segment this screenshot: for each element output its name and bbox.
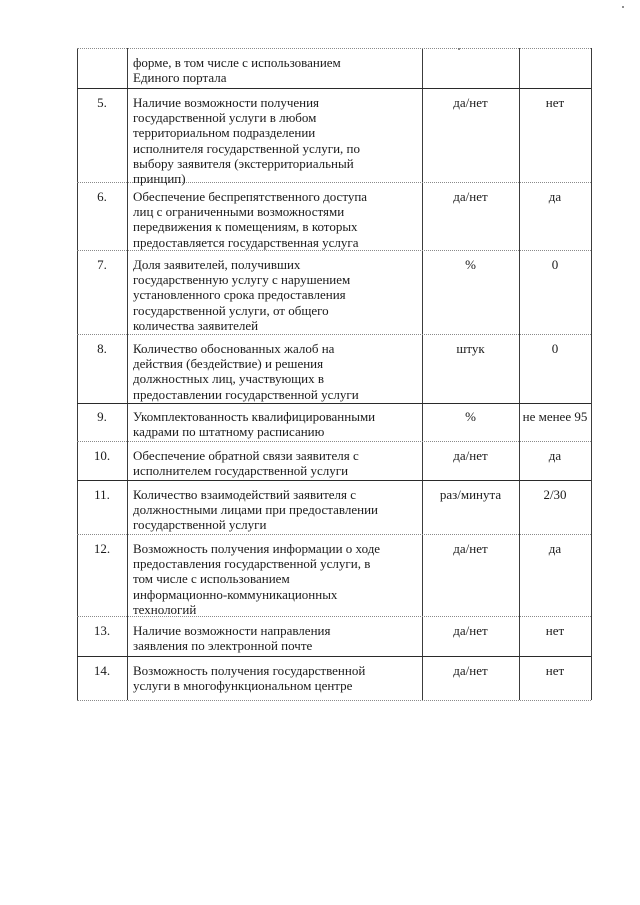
table-cell-description: форме, в том числе с использованием Единого портала	[133, 55, 341, 86]
table-cell-description: Обеспечение обратной связи заявителя с исполнителем государственной услуги	[133, 448, 359, 479]
row-separator	[77, 480, 591, 481]
table-cell-value: 0	[551, 341, 559, 356]
table-cell-description: Укомплектованность квалифицированными кадрами по штатному расписанию	[133, 409, 376, 440]
table-cell-number: 9.	[97, 409, 107, 424]
table-cell-unit: %	[465, 409, 476, 424]
table-cell-number: 8.	[97, 341, 107, 356]
row-separator	[77, 534, 591, 535]
table-cell-unit: раз/минута	[439, 487, 502, 502]
table-cell-unit: да/нет	[453, 189, 488, 204]
table-cell-unit: да/нет	[453, 541, 488, 556]
table-cell-description: Количество взаимодействий заявителя с должностными лицами при предоставлении государственной услуги	[133, 487, 379, 533]
table-cell-unit: да/нет	[453, 95, 488, 110]
table-cell-value: нет	[545, 663, 565, 678]
table-cell-value: нет	[545, 623, 565, 638]
table-border-top	[77, 48, 591, 49]
table-cell-number: 7.	[97, 257, 107, 272]
table-border-left	[77, 48, 78, 700]
table-border-right	[591, 48, 592, 700]
table-cell-value: да	[548, 541, 562, 556]
row-separator	[77, 441, 591, 442]
table-cell-description: Возможность получения информации о ходе предоставления государственной услуги, в том числе с использованием информационно-коммуникационных технологий	[133, 541, 381, 617]
table-border-bottom	[77, 700, 591, 701]
table-cell-unit: %	[465, 257, 476, 272]
table-cell-value: нет	[545, 95, 565, 110]
table-cell-number: 14.	[93, 663, 111, 678]
table-cell-number: 5.	[97, 95, 107, 110]
table-cell-description: Количество обоснованных жалоб на действия (бездействие) и решения должностных лиц, участвующих в предоставлении государственной услуги	[133, 341, 359, 402]
row-separator	[77, 88, 591, 89]
row-separator	[77, 656, 591, 657]
table-column-divider-1	[127, 48, 128, 700]
row-separator	[77, 250, 591, 251]
scan-speck	[458, 48, 460, 50]
table-cell-unit: да/нет	[453, 623, 488, 638]
table-cell-number: 11.	[94, 487, 110, 502]
table-cell-description: Доля заявителей, получивших государственную услугу с нарушением установленного срока предоставления государственной услуги, от общего количества заявителей	[133, 257, 351, 333]
table-cell-description: Наличие возможности получения государственной услуги в любом территориальном подразделении исполнителя государственной услуги, по выбору заявителя (экстерриториальный принцип)	[133, 95, 360, 187]
row-separator	[77, 403, 591, 404]
table-cell-unit: да/нет	[453, 448, 488, 463]
table-cell-number: 12.	[93, 541, 111, 556]
table-cell-value: 0	[551, 257, 559, 272]
table-cell-description: Наличие возможности направления заявления по электронной почте	[133, 623, 331, 654]
table-cell-value: не менее 95	[522, 409, 588, 424]
table-cell-value: да	[548, 189, 562, 204]
table-cell-number: 6.	[97, 189, 107, 204]
table-cell-description: Обеспечение беспрепятственного доступа лиц с ограниченными возможностями передвижения к помещениям, в которых предоставляется государственная услуга	[133, 189, 368, 250]
table-cell-unit: да/нет	[453, 663, 488, 678]
table-cell-value: 2/30	[543, 487, 567, 502]
row-separator	[77, 334, 591, 335]
scan-speck	[622, 6, 624, 8]
table-cell-number: 13.	[93, 623, 111, 638]
table-cell-number: 10.	[93, 448, 111, 463]
table-cell-description: Возможность получения государственной услуги в многофункциональном центре	[133, 663, 366, 694]
table-column-divider-3	[519, 48, 520, 700]
table-cell-value: да	[548, 448, 562, 463]
table-cell-unit: штук	[456, 341, 485, 356]
